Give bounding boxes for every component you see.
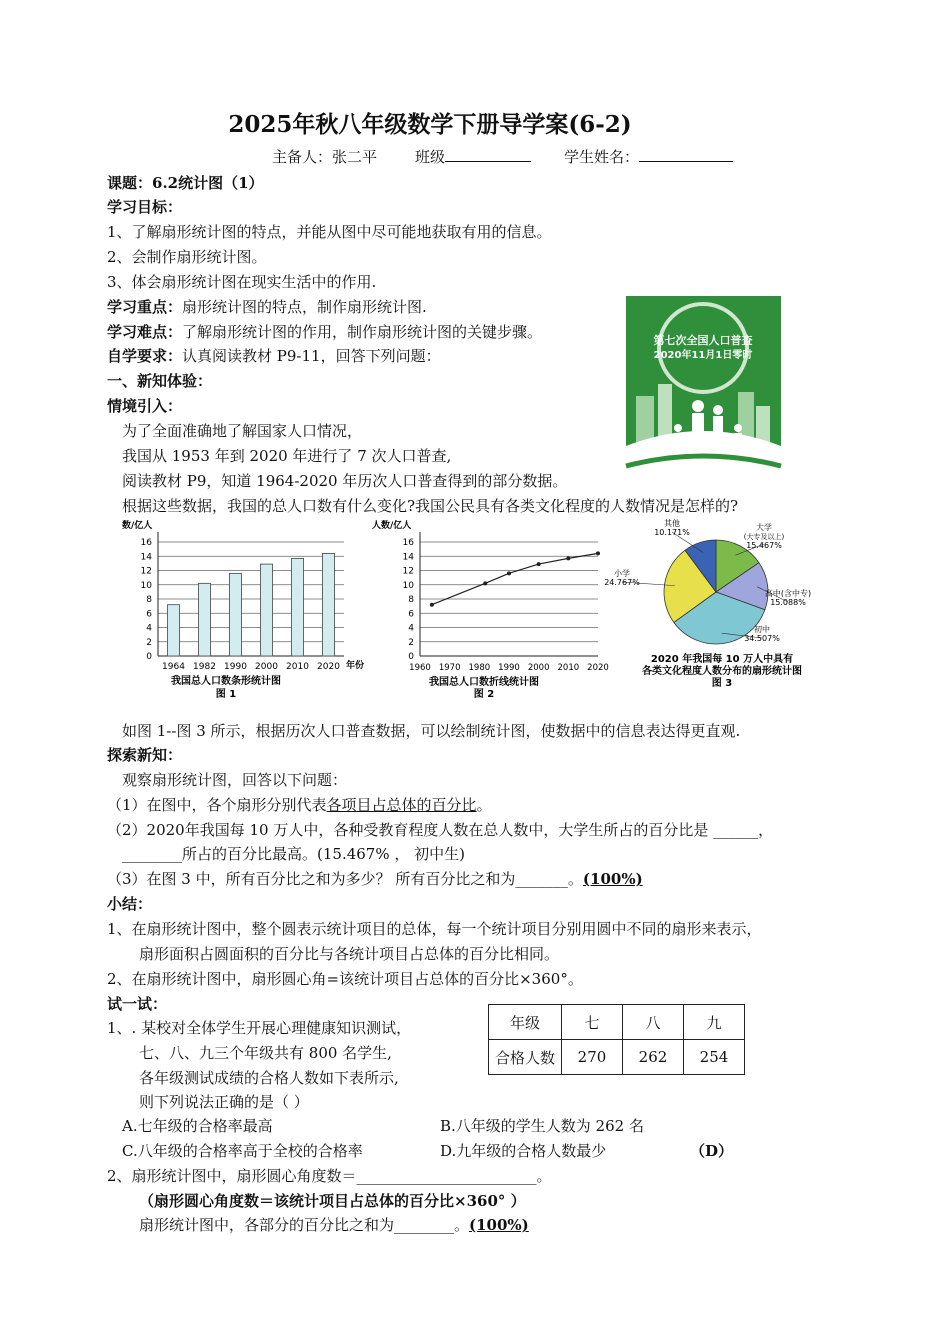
pie-slice-label: 其他 <box>664 519 680 528</box>
line-chart-ylabel: 人数/亿人 <box>372 521 412 531</box>
difficulties: 学习难点：了解扇形统计图的作用，制作扇形统计图的关键步骤。 <box>107 323 543 341</box>
bar <box>230 573 242 656</box>
explore-label: 探索新知： <box>107 746 183 764</box>
intro-line-4: 根据这些数据，我国的总人口数有什么变化?我国公民具有各类文化程度的人数情况是怎样的? <box>122 497 739 515</box>
question-2-line-2: ________所占的百分比最高。(15.467% ， 初中生) <box>122 845 465 863</box>
line-ytick: 14 <box>402 552 414 563</box>
objective-3: 3、体会扇形统计图在现实生活中的作用. <box>107 273 377 291</box>
try-q3: 扇形统计图中，各部分的百分比之和为________。(100%) <box>139 1216 529 1234</box>
pie-slice-value: 15.088% <box>770 598 806 607</box>
bar-xtick: 2010 <box>286 662 309 672</box>
bar <box>323 553 335 656</box>
line-xtick: 1980 <box>468 663 491 673</box>
try-label: 试一试： <box>107 995 168 1013</box>
line-xtick: 2000 <box>527 663 550 673</box>
try-q1-line-1: 1、. 某校对全体学生开展心理健康知识测试， <box>107 1019 412 1037</box>
line-chart-title: 我国总人口数折线统计图 <box>429 677 539 688</box>
try-q1-answer: （D） <box>690 1142 734 1160</box>
table-cell: 254 <box>684 1040 745 1075</box>
intro-label: 情境引入： <box>107 397 183 415</box>
objective-2: 2、会制作扇形统计图。 <box>107 248 267 266</box>
page-title: 2025年秋八年级数学下册导学案(6-2) <box>228 111 632 138</box>
pie-slice-label: 小学 <box>614 569 630 578</box>
line-ytick: 12 <box>402 566 414 577</box>
bar-xtick: 1982 <box>193 662 216 672</box>
line-xtick: 2010 <box>557 663 580 673</box>
key-points: 学习重点：扇形统计图的特点，制作扇形统计图. <box>107 298 427 316</box>
pie-slice-value: 24.767% <box>604 578 640 587</box>
try-q2-answer: （扇形圆心角度数＝该统计项目占总体的百分比×360° ） <box>139 1192 526 1210</box>
bar-chart-caption: 图 1 <box>215 689 237 700</box>
line-chart-caption: 图 2 <box>473 689 495 700</box>
question-1: （1）在图中，各个扇形分别代表各项目占总体的百分比。 <box>107 796 492 814</box>
table-row-label: 合格人数 <box>489 1040 562 1075</box>
pie-slice-sublabel: (大专及以上) <box>743 533 785 541</box>
bar-xtick: 1990 <box>224 662 247 672</box>
self-study: 自学要求：认真阅读教材 P9-11，回答下列问题： <box>107 347 441 365</box>
bar-ytick: 4 <box>146 623 152 634</box>
pie-chart-title-2: 各类文化程度人数分布的扇形统计图 <box>642 666 802 677</box>
option-b: B.八年级的学生人数为 262 名 <box>440 1117 644 1135</box>
objective-1: 1、了解扇形统计图的特点，并能从图中尽可能地获取有用的信息。 <box>107 223 552 241</box>
question-3: （3）在图 3 中，所有百分比之和为多少？ 所有百分比之和为_______。(100%) <box>107 870 643 888</box>
bar-ytick: 6 <box>146 609 152 620</box>
class-label: 班级 <box>415 146 531 167</box>
line-point <box>537 562 541 566</box>
section-1-heading: 一、新知体验： <box>107 372 213 390</box>
question-2-line-1: （2）2020年我国每 10 万人中，各种受教育程度人数在总人数中，大学生所占的百分比是 ______， <box>107 821 774 839</box>
poster-line-2: 2020年11月1日零时 <box>653 350 753 361</box>
line-point <box>483 581 487 585</box>
pie-chart-caption: 图 3 <box>711 678 733 689</box>
pie-slice-label: 大学 <box>756 523 772 532</box>
try-q1-line-4: 则下列说法正确的是（ ） <box>139 1093 309 1111</box>
poster-line-1: 第七次全国人口普查 <box>653 334 753 347</box>
topic: 课题：6.2统计图（1） <box>107 174 264 192</box>
bar-ytick: 10 <box>140 580 152 591</box>
bar-xtick: 2020 <box>317 662 340 672</box>
try-q1-line-3: 各年级测试成绩的合格人数如下表所示, <box>139 1069 399 1087</box>
line-point <box>566 556 570 560</box>
bar-ytick: 0 <box>146 652 152 662</box>
preparer: 主备人：张二平 <box>272 148 378 166</box>
bar-chart-ylabel: 数/亿人 <box>122 521 153 531</box>
table-row <box>489 1005 745 1040</box>
intro-line-1: 为了全面准确地了解国家人口情况， <box>122 422 363 440</box>
bar <box>261 564 273 656</box>
table-header-cell: 八 <box>623 1005 684 1040</box>
bar-ytick: 14 <box>140 552 152 563</box>
bar-ytick: 12 <box>140 566 152 577</box>
table-header-cell: 年级 <box>489 1005 562 1040</box>
bar-ytick: 8 <box>146 595 152 605</box>
summary-line-2: 扇形面积占圆面积的百分比与各统计项目占总体的百分比相同。 <box>139 945 560 963</box>
line-ytick: 6 <box>408 609 414 620</box>
intro-line-2: 我国从 1953 年到 2020 年进行了 7 次人口普查, <box>122 447 452 465</box>
line-point <box>596 551 600 555</box>
table-cell: 270 <box>562 1040 623 1075</box>
option-c: C.八年级的合格率高于全校的合格率 <box>122 1142 363 1160</box>
after-charts-text: 如图 1--图 3 所示，根据历次人口普查数据，可以绘制统计图，使数据中的信息表达得更直观. <box>122 722 741 740</box>
line-xtick: 2020 <box>587 663 609 673</box>
table-cell: 262 <box>623 1040 684 1075</box>
objectives-label: 学习目标： <box>107 198 183 216</box>
bar-xtick: 2000 <box>255 662 278 672</box>
summary-line-3: 2、在扇形统计图中，扇形圆心角=该统计项目占总体的百分比×360°。 <box>107 970 583 988</box>
line-xtick: 1970 <box>438 663 461 673</box>
summary-label: 小结： <box>107 895 153 913</box>
table-header-cell: 九 <box>684 1005 745 1040</box>
table-row <box>489 1040 745 1075</box>
line-xtick: 1960 <box>409 663 431 673</box>
line-ytick: 16 <box>402 538 414 548</box>
bar-xtick: 1964 <box>162 662 185 672</box>
bar-ytick: 2 <box>146 637 152 648</box>
bar-chart-title: 我国总人口数条形统计图 <box>171 676 281 687</box>
try-q1-line-2: 七、八、九三个年级共有 800 名学生, <box>139 1044 392 1062</box>
line-point <box>507 571 511 575</box>
pie-chart <box>604 516 842 696</box>
line-ytick: 2 <box>408 637 414 648</box>
census-poster-image <box>626 296 781 484</box>
grade-table <box>488 1004 745 1075</box>
line-chart <box>370 516 610 704</box>
line-ytick: 8 <box>408 595 414 605</box>
line-ytick: 10 <box>402 580 414 591</box>
option-a: A.七年级的合格率最高 <box>122 1117 273 1135</box>
line-xtick: 1990 <box>498 663 520 673</box>
pie-slice-value: 34.507% <box>744 634 780 643</box>
try-q2: 2、扇形统计图中，扇形圆心角度数＝________________________。 <box>107 1167 552 1185</box>
bar <box>168 605 180 656</box>
table-header-cell: 七 <box>562 1005 623 1040</box>
pie-slice-label: 高中(含中专) <box>764 589 812 598</box>
bar <box>292 558 304 656</box>
student-name-label: 学生姓名： <box>564 146 733 167</box>
bar-chart <box>118 516 376 704</box>
summary-line-1: 1、在扇形统计图中，整个圆表示统计项目的总体，每一个统计项目分别用圆中不同的扇形来表示， <box>107 920 762 938</box>
line-point <box>430 603 434 607</box>
line-ytick: 4 <box>408 623 414 634</box>
line-series <box>432 553 598 604</box>
intro-line-3: 阅读教材 P9，知道 1964-2020 年历次人口普查得到的部分数据。 <box>122 472 568 490</box>
option-d: D.九年级的合格人数最少 <box>440 1142 607 1160</box>
pie-slice-label: 初中 <box>754 625 770 634</box>
bar-chart-xlabel: 年份 <box>346 661 365 671</box>
pie-slice-value: 10.171% <box>654 528 690 537</box>
line-ytick: 0 <box>408 652 414 662</box>
bar <box>199 583 211 656</box>
pie-chart-title: 2020 年我国每 10 万人中具有 <box>650 654 794 665</box>
bar-ytick: 16 <box>140 538 152 548</box>
pie-slice-value: 15.467% <box>746 541 782 550</box>
explore-intro: 观察扇形统计图，回答以下问题： <box>122 771 348 789</box>
